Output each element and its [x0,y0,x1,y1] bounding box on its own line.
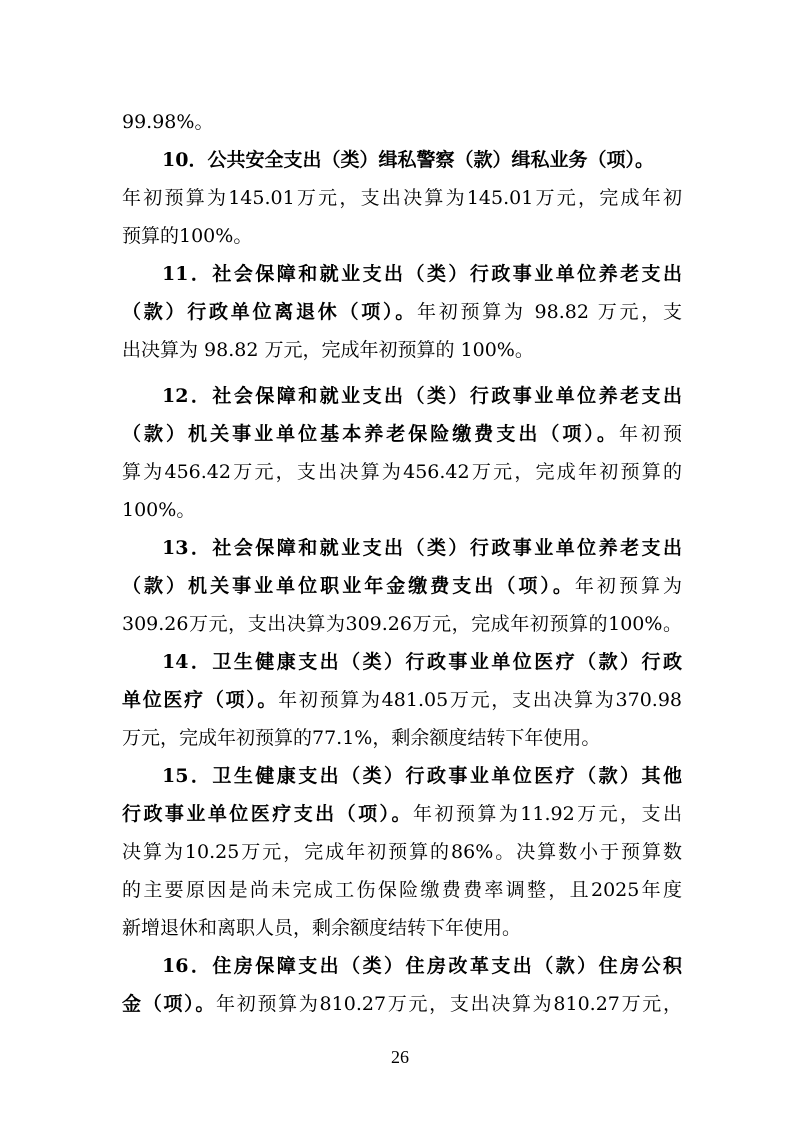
item-heading: 12．社会保障和就业支出（类）行政事业单位养老支出 [162,385,682,407]
body-text: 年初预算为 [574,575,682,597]
body-text: 年初预算为145.01万元，支出决算为145.01万元，完成年初 [122,187,682,209]
text-line [162,534,682,562]
text-line [162,260,682,288]
body-text: 年初预算为11.92万元，支出 [412,803,682,825]
item-heading: 单位医疗（项）。 [122,689,279,711]
text-line [122,496,682,524]
item-heading: 13．社会保障和就业支出（类）行政事业单位养老支出 [162,537,682,559]
text-line [122,298,682,326]
body-text: 新增退休和离职人员，剩余额度结转下年使用。 [122,917,522,939]
text-line [122,572,682,600]
item-heading: 行政事业单位医疗支出（项）。 [122,803,413,825]
text-line [162,382,682,410]
text-line [162,952,682,980]
text-line [162,146,682,174]
body-text: 的主要原因是尚未完成工伤保险缴费费率调整，且2025年度 [122,879,682,901]
text-line [122,336,682,364]
item-heading: 11．社会保障和就业支出（类）行政事业单位养老支出 [162,263,682,285]
page-number: 26 [391,1047,409,1067]
body-text: 99.98%。 [122,111,214,133]
text-line [122,914,682,942]
text-line [122,800,682,828]
item-heading: 16．住房保障支出（类）住房改革支出（款）住房公积 [162,955,682,977]
body-text: 算为456.42万元，支出决算为456.42万元，完成年初预算的 [122,461,682,483]
text-line [122,838,682,866]
item-heading: 14．卫生健康支出（类）行政事业单位医疗（款）行政 [162,651,682,673]
item-heading: 15．卫生健康支出（类）行政事业单位医疗（款）其他 [162,765,682,787]
item-heading: （款）机关事业单位职业年金缴费支出（项）。 [122,575,575,597]
body-text: 年初预算为810.27万元，支出决算为810.27万元， [216,993,682,1015]
text-line [122,420,682,448]
body-text: 万元，完成年初预算的77.1%，剩余额度结转下年使用。 [122,727,601,749]
body-text: 年初预 [618,423,682,445]
item-heading: 金（项）。 [122,993,217,1015]
item-heading: （款）机关事业单位基本养老保险缴费支出（项）。 [122,423,619,445]
text-line [162,762,682,790]
text-line [122,686,682,714]
body-text: 309.26万元，支出决算为309.26万元，完成年初预算的100%。 [122,613,682,635]
body-text: 决算为10.25万元，完成年初预算的86%。决算数小于预算数 [122,841,682,863]
text-line [122,724,682,752]
text-line [162,648,682,676]
text-line [122,184,682,212]
body-text: 100%。 [122,499,196,521]
item-heading: 10．公共安全支出（类）缉私警察（款）缉私业务（项）。 [162,149,654,171]
text-line [122,108,682,136]
body-text: 预算的100%。 [122,225,253,247]
text-line [122,876,682,904]
text-line [122,610,682,638]
body-text: 年初预算为 98.82 万元，支 [417,301,682,323]
text-line [122,990,682,1018]
text-line [122,458,682,486]
body-text: 出决算为 98.82 万元，完成年初预算的 100%。 [122,339,534,361]
body-text: 年初预算为481.05万元，支出决算为370.98 [278,689,682,711]
item-heading: （款）行政单位离退休（项）。 [122,301,418,323]
text-line [122,222,682,250]
